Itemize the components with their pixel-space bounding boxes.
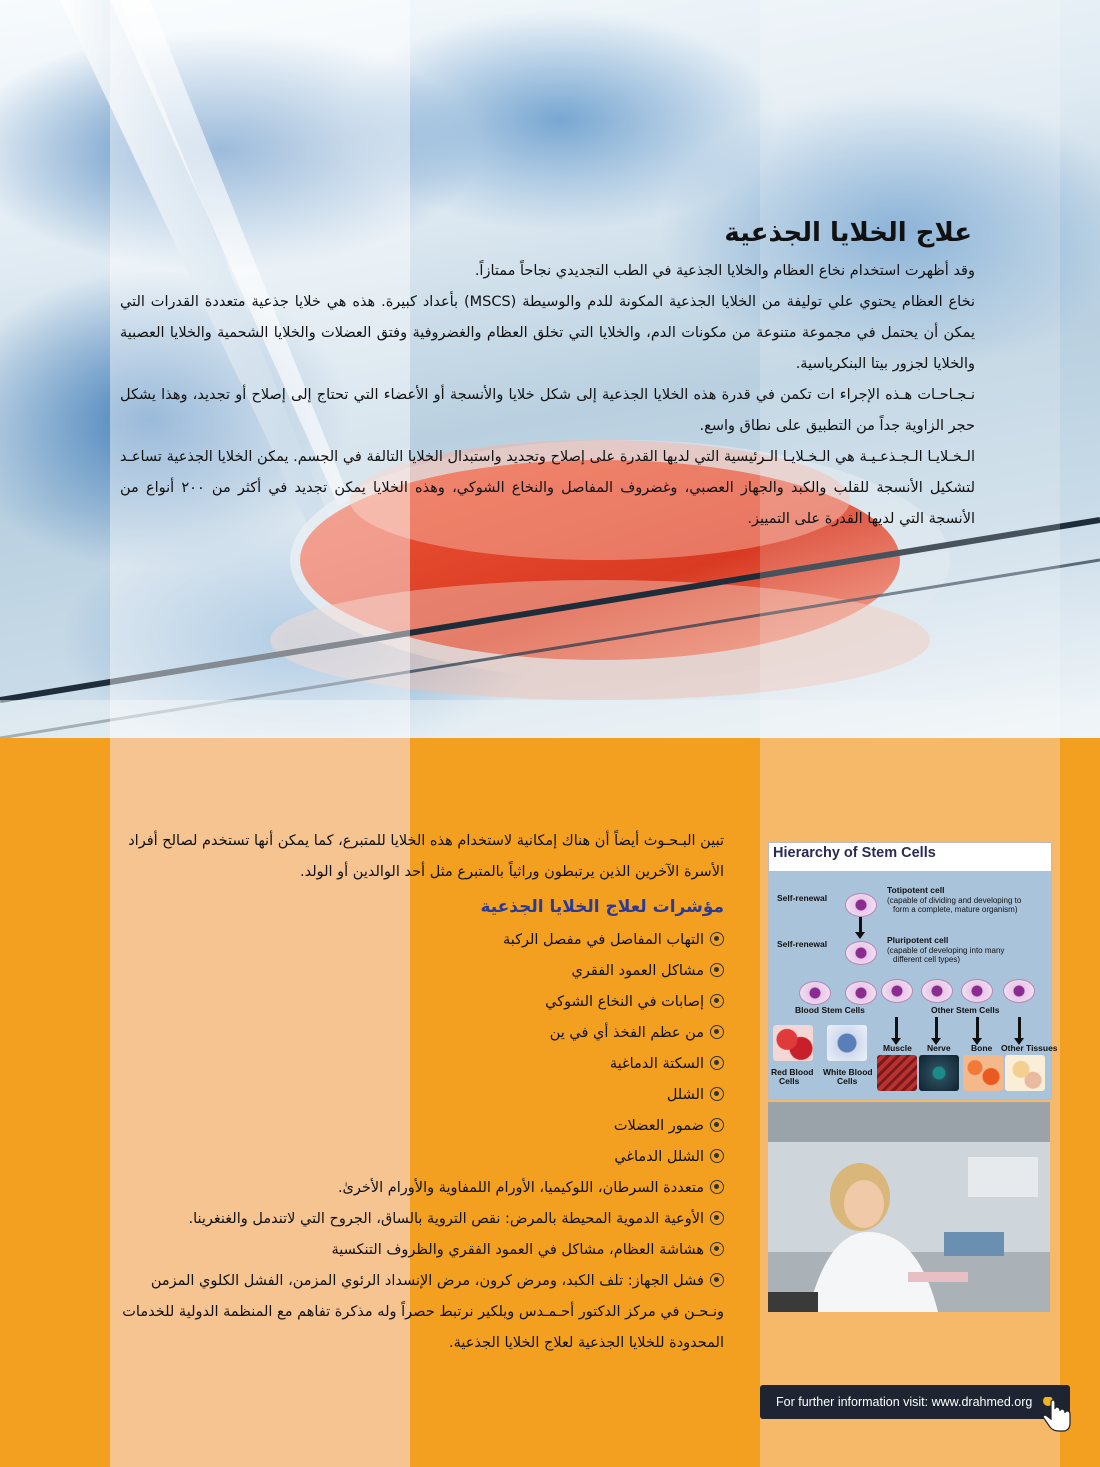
article-title: علاج الخلايا الجذعية <box>724 218 972 248</box>
indications-list <box>112 925 724 1297</box>
muscle-label: Muscle <box>883 1043 912 1053</box>
indication-item: الأوعية الدموية المحيطة بالمرض: نقص التروية بالساق، الجروح التي لاتندمل والغنغرينا. <box>112 1204 724 1235</box>
flower-bullet-icon <box>710 963 724 977</box>
other-stem-cells-label: Other Stem Cells <box>931 1005 1000 1015</box>
diagram-title: Hierarchy of Stem Cells <box>773 845 936 861</box>
flower-bullet-icon <box>710 1242 724 1256</box>
other-stem-cell-icon <box>1003 979 1035 1003</box>
article-paragraph: الـخـلايـا الـجـذعـيـة هي الـخـلايـا الـرئيسية التي لديها القدرة على إصلاح وتجديد واستبدال الخلايا التالفة في الجسم. يمكن الخلايا الجذعية تساعـد لتشكيل الأنسجة للقلب والكبد والجهاز العصبي، وغضروف المفاصل والنخاع الشوكي، وهذه الخلايا يمكن تجديد في أكثر من ٢٠٠ أنواع من الأنسجة التي لديها القدرة على التمييز. <box>120 449 975 527</box>
indication-item: ضمور العضلات <box>112 1111 724 1142</box>
down-arrow-icon <box>1018 1017 1021 1039</box>
white-blood-cells-label: Cells <box>837 1076 858 1086</box>
flower-bullet-icon <box>710 1149 724 1163</box>
diagram-panel <box>769 871 1058 1099</box>
flower-bullet-icon <box>710 1025 724 1039</box>
flower-bullet-icon <box>710 1211 724 1225</box>
white-blood-cells-label: White Blood <box>823 1067 873 1077</box>
red-blood-cells-image <box>773 1025 813 1061</box>
article-body <box>120 256 975 535</box>
research-section <box>112 826 724 1359</box>
down-arrow-icon <box>859 917 862 933</box>
indication-item: إصابات في النخاع الشوكي <box>112 987 724 1018</box>
nerve-tissue-image <box>919 1055 959 1091</box>
other-stem-cell-icon <box>921 979 953 1003</box>
flower-bullet-icon <box>710 1273 724 1287</box>
indication-item: التهاب المفاصل في مفصل الركبة <box>112 925 724 956</box>
research-closing: ونـحـن في مركز الدكتور أحـمـدس ويلكير نرتبط حصراً وله مذكرة تفاهم مع المنظمة الدولية للخدمات المحدودة للخلايا الجذعية لعلاج الخلايا الجذعية. <box>122 1304 724 1351</box>
muscle-tissue-image <box>877 1055 917 1091</box>
flower-bullet-icon <box>710 1056 724 1070</box>
flower-bullet-icon <box>710 1087 724 1101</box>
totipotent-cell-icon <box>845 893 877 917</box>
blood-stem-cell-icon <box>845 981 877 1005</box>
article-paragraph: نخاع العظام يحتوي علي توليفة من الخلايا الجذعية المكونة للدم والوسيطة (MSCS) بأعداد كبيرة. هذه هي خلايا جذعية متعددة القدرات التي يمكن أن يحتمل في مجموعة متنوعة من مكونات الدم، والخلايا التي تخلق العظام والغضروفية وفتق العضلات والخلايا الشحمية والخلايا العصبية والخلايا لجزور بيتا البنكرياسية. <box>120 294 975 372</box>
footer-info-bar[interactable] <box>760 1385 1070 1419</box>
indication-item: متعددة السرطان، اللوكيميا، الأورام اللمفاوية والأورام الأخرىٰ. <box>112 1173 724 1204</box>
blood-stem-cell-icon <box>799 981 831 1005</box>
pluripotent-title: Pluripotent cell <box>887 935 949 945</box>
totipotent-desc: form a complete, mature organism) <box>893 905 1018 914</box>
bone-label: Bone <box>971 1043 993 1053</box>
down-arrow-icon <box>976 1017 979 1039</box>
pluripotent-cell-icon <box>845 941 877 965</box>
indication-item: الشلل الدماغي <box>112 1142 724 1173</box>
hand-pointer-icon <box>1042 1397 1072 1433</box>
indication-item: الشلل <box>112 1080 724 1111</box>
down-arrow-icon <box>935 1017 938 1039</box>
indication-item: من عظم الفخذ أي في ين <box>112 1018 724 1049</box>
other-stem-cell-icon <box>881 979 913 1003</box>
other-stem-cell-icon <box>961 979 993 1003</box>
down-arrow-icon <box>895 1017 898 1039</box>
indication-item: هشاشة العظام، مشاكل في العمود الفقري والظروف التنكسية <box>112 1235 724 1266</box>
lab-technician-illustration <box>768 1102 1050 1312</box>
stem-cell-hierarchy-diagram <box>768 842 1058 1100</box>
article-paragraph: نـجـاحـات هـذه الإجراء ات تكمن في قدرة هذه الخلايا الجذعية إلى شكل خلايا والأنسجة أو الأعضاء التي تحتاج إلى إصلاح أو تجديد، وهذا يشكل حجر الزاوية جداً من التطبيق على نطاق واسع. <box>120 387 975 434</box>
pluripotent-desc: (capable of developing into many <box>887 946 1005 955</box>
other-tissues-label: Other Tissues <box>1001 1043 1058 1053</box>
other-tissues-image <box>1005 1055 1045 1091</box>
pluripotent-desc: different cell types) <box>893 955 960 964</box>
totipotent-title: Totipotent cell <box>887 885 945 895</box>
totipotent-desc: (capable of dividing and developing to <box>887 896 1022 905</box>
article-paragraph: وقد أظهرت استخدام نخاع العظام والخلايا الجذعية في الطب التجديدي نجاحاً ممتازاً. <box>474 263 975 279</box>
flower-bullet-icon <box>710 994 724 1008</box>
bone-tissue-image <box>963 1055 1003 1091</box>
indications-heading: مؤشرات لعلاج الخلايا الجذعية <box>480 897 724 917</box>
flower-bullet-icon <box>710 932 724 946</box>
indication-item: السكتة الدماغية <box>112 1049 724 1080</box>
flower-bullet-icon <box>710 1180 724 1194</box>
red-blood-cells-label: Cells <box>779 1076 800 1086</box>
blood-stem-cells-label: Blood Stem Cells <box>795 1005 865 1015</box>
nerve-label: Nerve <box>927 1043 951 1053</box>
indication-item: مشاكل العمود الفقري <box>112 956 724 987</box>
flower-bullet-icon <box>710 1118 724 1132</box>
self-renewal-label: Self-renewal <box>777 939 828 949</box>
self-renewal-label: Self-renewal <box>777 893 828 903</box>
indication-item: فشل الجهاز: تلف الكبد، ومرض كرون، مرض الإنسداد الرئوي المزمن، الفشل الكلوي المزمن <box>112 1266 724 1297</box>
white-blood-cells-image <box>827 1025 867 1061</box>
lab-technician-photo <box>768 1102 1050 1312</box>
footer-website-link[interactable]: For further information visit: www.drahmed.org <box>776 1395 1033 1409</box>
red-blood-cells-label: Red Blood <box>771 1067 814 1077</box>
research-intro: تبين البـحـوث أيضاً أن هناك إمكانية لاستخدام هذه الخلايا للمتبرع، كما يمكن أنها تستخدم لصالح أفراد الأسرة الآخرين الذين يرتبطون وراثياً بالمتبرع مثل أحد الوالدين أو الولد. <box>128 833 724 880</box>
